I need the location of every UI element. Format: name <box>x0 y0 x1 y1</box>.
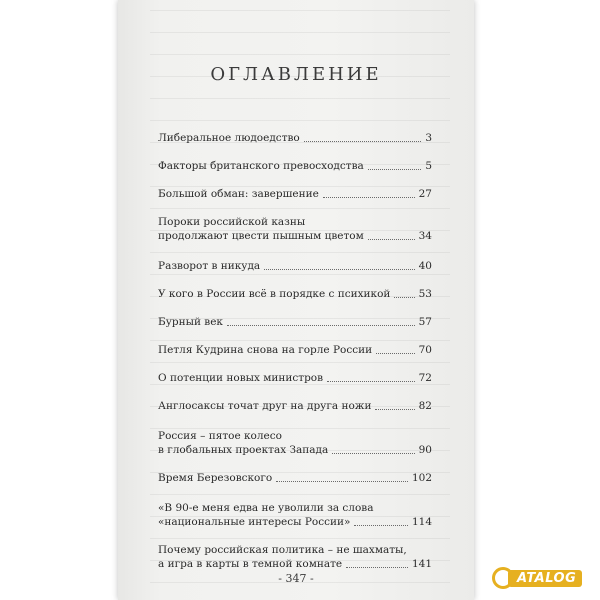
dot-leader <box>394 296 414 298</box>
dot-leader <box>368 238 415 240</box>
toc-entry-title: У кого в России всё в порядке с психикой <box>158 288 391 300</box>
toc-entry-page: 40 <box>418 260 432 272</box>
toc-entry <box>158 131 432 145</box>
toc-entry-title: Петля Кудрина снова на горле России <box>158 344 373 356</box>
toc-entry-page: 34 <box>418 230 432 242</box>
dot-leader <box>368 168 422 170</box>
toc-entry-row <box>158 259 432 273</box>
toc-entry-page: 82 <box>418 400 432 412</box>
toc-entry-title: Время Березовского <box>158 472 273 484</box>
dot-leader <box>354 524 408 526</box>
toc-entry-row <box>158 399 432 413</box>
toc-entry <box>158 343 432 357</box>
toc-entry-row <box>158 515 432 529</box>
toc-entry <box>158 215 432 243</box>
toc-entry-row <box>158 187 432 201</box>
toc-entry-page: 57 <box>418 316 432 328</box>
toc-entry-title-line: Пороки российской казны <box>158 216 306 228</box>
toc-entry-page: 53 <box>418 288 432 300</box>
toc-entry-page: 3 <box>425 132 432 144</box>
watermark-text: ATALOG <box>508 570 582 587</box>
toc-heading: ОГЛАВЛЕНИЕ <box>210 64 382 85</box>
page-number: - 347 - <box>278 572 314 585</box>
toc-entry-title: Факторы британского превосходства <box>158 160 364 172</box>
toc-entry-page: 90 <box>418 444 432 456</box>
toc-entry-title: Либеральное людоедство <box>158 132 300 144</box>
toc-entry-row <box>158 229 432 243</box>
toc-entry-row <box>158 557 432 571</box>
toc-entry-title: а игра в карты в темной комнате <box>158 558 343 570</box>
toc-entry-title: в глобальных проектах Запада <box>158 444 329 456</box>
toc-entry <box>158 287 432 301</box>
toc-entry-title-line: «В 90-е меня едва не уволили за слова <box>158 502 374 514</box>
toc-entry-title: Большой обман: завершение <box>158 188 319 200</box>
toc-entry <box>158 259 432 273</box>
dot-leader <box>332 452 414 454</box>
toc-entry-row <box>158 315 432 329</box>
dot-leader <box>227 324 415 326</box>
dot-leader <box>323 196 415 198</box>
toc-entry <box>158 501 432 529</box>
toc-entry <box>158 315 432 329</box>
catalog-watermark <box>492 565 588 591</box>
dot-leader <box>376 352 415 354</box>
toc-entry-page: 72 <box>418 372 432 384</box>
toc-entry-row <box>158 131 432 145</box>
toc-entry <box>158 371 432 385</box>
toc-entry-title: О потенции новых министров <box>158 372 324 384</box>
toc-entry-row <box>158 159 432 173</box>
toc-entry-title-line: Почему российская политика – не шахматы, <box>158 544 407 556</box>
toc-entry <box>158 187 432 201</box>
dot-leader <box>375 408 414 410</box>
toc-entry-page: 114 <box>411 516 432 528</box>
toc-entry-row <box>158 371 432 385</box>
toc-entry-title: Бурный век <box>158 316 223 328</box>
toc-entry <box>158 471 432 485</box>
toc-entry-row <box>158 443 432 457</box>
toc-entry-page: 102 <box>411 472 432 484</box>
toc-entry <box>158 399 432 413</box>
toc-entry-title: Разворот в никуда <box>158 260 261 272</box>
dot-leader <box>304 140 422 142</box>
toc-entry-title: Англосаксы точат друг на друга ножи <box>158 400 372 412</box>
toc-entry-title: «национальные интересы России» <box>158 516 351 528</box>
toc-entry-page: 5 <box>425 160 432 172</box>
dot-leader <box>346 566 408 568</box>
dot-leader <box>276 480 408 482</box>
watermark-ring-icon <box>492 567 514 589</box>
toc-entry-page: 27 <box>418 188 432 200</box>
toc-entry-page: 70 <box>418 344 432 356</box>
table-of-contents <box>158 131 432 571</box>
dot-leader <box>327 380 415 382</box>
toc-entry-row <box>158 471 432 485</box>
toc-entry <box>158 429 432 457</box>
toc-entry-page: 141 <box>411 558 432 570</box>
toc-entry-row <box>158 343 432 357</box>
toc-entry <box>158 543 432 571</box>
dot-leader <box>264 268 414 270</box>
toc-entry-title: продолжают цвести пышным цветом <box>158 230 364 242</box>
toc-entry <box>158 159 432 173</box>
toc-entry-title-line: Россия – пятое колесо <box>158 430 282 442</box>
toc-entry-row <box>158 287 432 301</box>
